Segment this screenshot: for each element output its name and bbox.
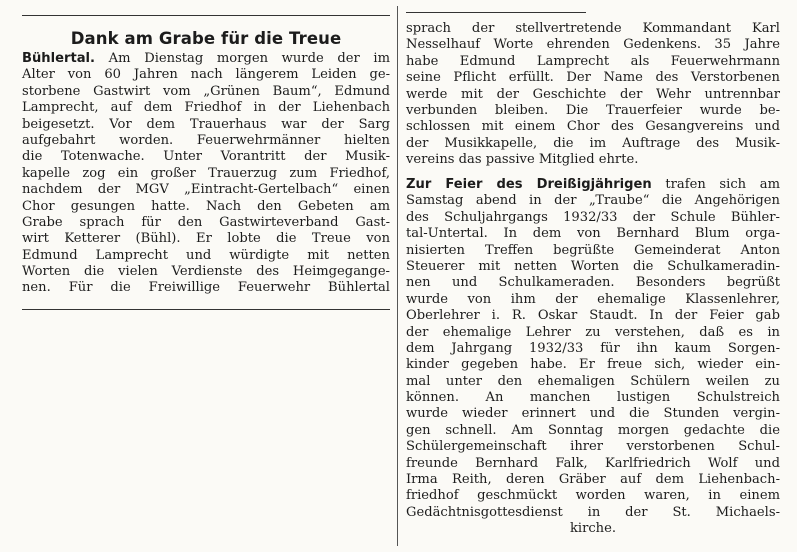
article2-line: kirche. xyxy=(569,521,617,537)
article2-line: nen und Schulkameraden. Besonders begrüßt xyxy=(406,275,780,291)
article2-line: Zur Feier des Dreißigjährigen trafen sich am xyxy=(406,177,780,192)
article1-line: nen. Für die Freiwillige Feuerwehr Bühlertal xyxy=(22,280,390,296)
article2-line: Steuerer mit netten Worten die Schulkameradin- xyxy=(406,258,780,274)
continuation-line: werde mit der Geschichte der Wehr untrennbar xyxy=(406,86,780,102)
article2-line: freunde Bernhard Falk, Karlfriedrich Wolf und xyxy=(406,455,780,471)
article1-line: die Totenwache. Unter Vorantritt der Musik- xyxy=(22,149,390,165)
continuation-line: der Musikkapelle, die im Auftrage des Musik- xyxy=(406,135,780,151)
article2-body xyxy=(406,177,780,538)
continuation-line: seine Pflicht erfüllt. Der Name des Verstorbenen xyxy=(406,70,780,86)
continuation-line: Nesselhauf Worte ehrenden Gedenkens. 35 Jahre xyxy=(406,37,780,53)
article2-line: tal-Untertal. In dem von Bernhard Blum orga- xyxy=(406,226,780,242)
article1-line: wirt Ketterer (Bühl). Er lobte die Treue von xyxy=(22,231,390,247)
article2-line: dem Jahrgang 1932/33 für ihn kaum Sorgen- xyxy=(406,340,780,356)
article2-line: Oberlehrer i. R. Oskar Staudt. In der Feier gab xyxy=(406,308,780,324)
article2-line: friedhof geschmückt worden waren, in einem xyxy=(406,488,780,504)
article1-body xyxy=(22,51,390,297)
article2-line: Samstag abend in der „Traube“ die Angehörigen xyxy=(406,193,780,209)
article1-line: storbene Gastwirt vom „Grünen Baum“, Edmund xyxy=(22,83,390,99)
article2-line: Schülergemeinschaft ihrer verstorbenen Schul- xyxy=(406,439,780,455)
article2-line: des Schuljahrgangs 1932/33 der Schule Bühler- xyxy=(406,209,780,225)
bottom-rule xyxy=(22,309,390,310)
article2-line: Gedächtnisgottesdienst in der St. Michaels- xyxy=(406,504,780,520)
article1-line: Lamprecht, auf dem Friedhof in der Liehenbach xyxy=(22,100,390,116)
continuation-line: habe Edmund Lamprecht als Feuerwehrmann xyxy=(406,53,780,69)
article1-continuation xyxy=(406,21,780,169)
top-rule-right xyxy=(406,12,586,13)
article2-line: gen schnell. Am Sonntag morgen gedachte die xyxy=(406,422,780,438)
column-divider xyxy=(397,6,398,546)
article1-line: kapelle zog ein großer Trauerzug zum Friedhof, xyxy=(22,165,390,181)
continuation-line: vereins das passive Mitglied ehrte. xyxy=(406,152,639,168)
article1-line: aufgebahrt worden. Feuerwehrmänner hielten xyxy=(22,132,390,148)
article1-line: Bühlertal. Am Dienstag morgen wurde der im xyxy=(22,51,390,66)
top-rule xyxy=(22,15,390,16)
article2-line: wurde von ihm der ehemalige Klassenlehrer, xyxy=(406,291,780,307)
article2-line: wurde wieder erinnert und die Stunden vergin- xyxy=(406,406,780,422)
continuation-line: verbunden bleiben. Die Trauerfeier wurde be- xyxy=(406,102,780,118)
article1-place: Bühlertal. xyxy=(22,51,96,66)
article2-line: nisierten Treffen begrüßte Gemeinderat Anton xyxy=(406,242,780,258)
article2-line: Irma Reith, deren Gräber auf dem Liehenbach- xyxy=(406,472,780,488)
article1-line: beigesetzt. Vor dem Trauerhaus war der Sarg xyxy=(22,116,390,132)
article1-line: Worten die vielen Verdienste des Heimgegange- xyxy=(22,264,390,280)
article1-line: Edmund Lamprecht und würdigte mit netten xyxy=(22,247,390,263)
article2-line: kinder gegeben habe. Er freue sich, wieder ein- xyxy=(406,357,780,373)
article1-line: Alter von 60 Jahren nach längerem Leiden ge- xyxy=(22,67,390,83)
article2-lead: Zur Feier des Dreißigjährigen xyxy=(406,177,652,192)
continuation-line: schlossen mit einem Chor des Gesangvereins und xyxy=(406,119,780,135)
article-headline: Dank am Grabe für die Treue xyxy=(70,29,342,48)
article1-line: Grabe sprach für den Gastwirteverband Gast- xyxy=(22,214,390,230)
continuation-line: sprach der stellvertretende Kommandant Karl xyxy=(406,21,780,36)
article1-line: Chor gesungen hatte. Nach den Gebeten am xyxy=(22,198,390,214)
article1-line: nachdem der MGV „Eintracht-Gertelbach“ einen xyxy=(22,182,390,198)
article2-line: können. An manchen lustigen Schulstreich xyxy=(406,390,780,406)
article2-line: der ehemalige Lehrer zu verstehen, daß es in xyxy=(406,324,780,340)
article2-line: mal unter den ehemaligen Schülern weilen zu xyxy=(406,373,780,389)
